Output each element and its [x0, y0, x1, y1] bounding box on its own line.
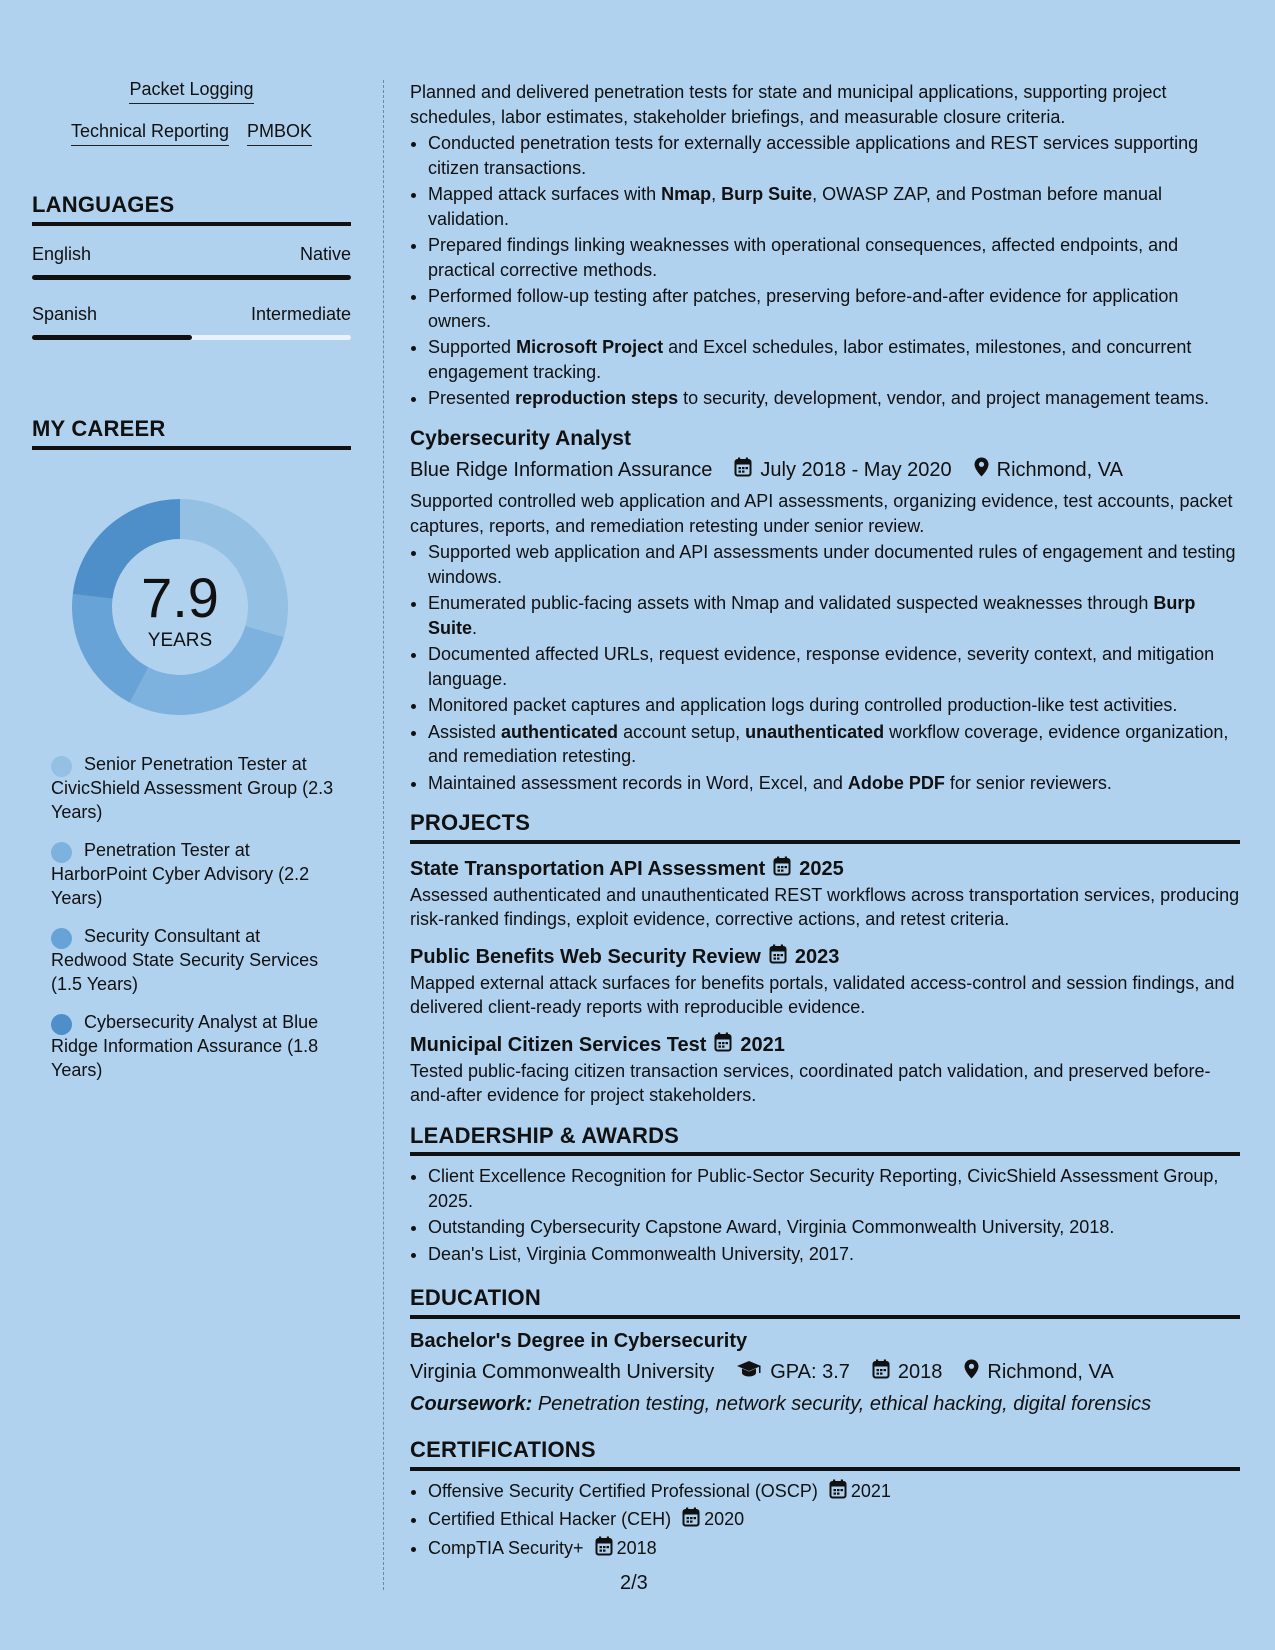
degree-title: Bachelor's Degree in Cybersecurity: [410, 1329, 748, 1352]
job-bullet: • Supported Microsoft Project and Excel schedules, labor estimates, milestones, and concurrent engagement tracking.: [428, 335, 1240, 384]
certification-item: [428, 1536, 1240, 1563]
project-item: [410, 1032, 1240, 1108]
certification-year: 2018: [616, 1537, 657, 1558]
job-dates: July 2018 - May 2020: [760, 458, 952, 481]
project-title-row: [410, 944, 1240, 971]
project-year: 2025: [799, 858, 844, 880]
donut-center: [65, 492, 295, 722]
graduation-cap-icon: [736, 1360, 762, 1385]
project-item: [410, 944, 1240, 1020]
projects-heading: PROJECTS: [410, 811, 1240, 844]
calendar-icon: [769, 944, 787, 971]
certification-name: CompTIA Security+: [428, 1537, 589, 1558]
job-bullets: [410, 540, 1240, 795]
skills-row-2: [32, 120, 351, 146]
awards-heading: LEADERSHIP & AWARDS: [410, 1124, 1240, 1157]
education-meta: [410, 1359, 1240, 1386]
career-legend: [32, 752, 341, 1082]
career-legend-item: [51, 924, 341, 996]
job-bullet: • Assisted authenticated account setup, unauthenticated workflow coverage, evidence organization, and remediation retesting.: [428, 720, 1240, 769]
coursework: [410, 1392, 1240, 1417]
project-item: [410, 856, 1240, 932]
skill-tag: Packet Logging: [129, 78, 253, 104]
calendar-icon: [734, 457, 752, 484]
award-item: • Outstanding Cybersecurity Capstone Award, Virginia Commonwealth University, 2018.: [428, 1215, 1240, 1240]
skill-tag: Technical Reporting: [71, 120, 229, 146]
certification-item: [428, 1479, 1240, 1506]
language-bar: [32, 335, 351, 340]
job-title: Cybersecurity Analyst: [410, 426, 631, 450]
job-meta: [410, 457, 1240, 484]
gpa: GPA: 3.7: [770, 1361, 850, 1383]
education-heading: EDUCATION: [410, 1286, 1240, 1319]
language-name: Spanish: [32, 304, 98, 324]
award-item: • Dean's List, Virginia Commonwealth University, 2017.: [428, 1242, 1240, 1267]
language-level: Native: [299, 244, 351, 264]
job-bullet: • Supported web application and API assessments under documented rules of engagement and testing windows.: [428, 540, 1240, 589]
certification-item: [428, 1507, 1240, 1534]
job-summary: Planned and delivered penetration tests for state and municipal applications, supporting project schedules, labor estimates, stakeholder briefings, and measurable closure criteria.: [410, 82, 1167, 127]
calendar-icon: [682, 1507, 700, 1534]
school-location: Richmond, VA: [987, 1361, 1114, 1383]
career-total-years: 7.9: [141, 566, 219, 629]
language-bar-fill: [32, 335, 192, 340]
project-description: Assessed authenticated and unauthenticated REST workflows across transportation services, producing risk-ranked findings, exploit evidence, corrective actions, and retest criteria.: [410, 884, 1240, 929]
job-bullet: • Conducted penetration tests for externally accessible applications and REST services supporting citizen transactions.: [428, 131, 1240, 180]
calendar-icon: [714, 1032, 732, 1059]
certification-name: Offensive Security Certified Professional (OSCP): [428, 1480, 823, 1501]
job-bullet: • Enumerated public-facing assets with Nmap and validated suspected weaknesses through Burp Suite.: [428, 591, 1240, 640]
calendar-icon: [595, 1536, 613, 1563]
languages-heading: LANGUAGES: [32, 192, 351, 226]
language-bar-fill: [32, 275, 351, 280]
certification-year: 2021: [850, 1480, 891, 1501]
language-name: English: [32, 244, 92, 264]
job-location: Richmond, VA: [996, 458, 1123, 481]
legend-dot: [51, 756, 72, 777]
career-years-unit: YEARS: [147, 630, 213, 651]
job-bullets: [410, 131, 1240, 411]
coursework-text: Penetration testing, network security, ethical hacking, digital forensics: [537, 1392, 1152, 1415]
career-heading: MY CAREER: [32, 416, 351, 450]
school-name: Virginia Commonwealth University: [410, 1361, 715, 1383]
column-divider: [383, 80, 384, 1590]
job-bullet: • Performed follow-up testing after patches, preserving before-and-after evidence for application owners.: [428, 284, 1240, 333]
location-pin-icon: [964, 1359, 979, 1386]
page-number: 2/3: [620, 1572, 648, 1594]
project-name: Municipal Citizen Services Test: [410, 1034, 707, 1056]
language-english: [32, 244, 351, 280]
job-bullet: • Prepared findings linking weaknesses with operational consequences, affected endpoints, and practical corrective methods.: [428, 233, 1240, 282]
language-spanish: [32, 304, 351, 340]
project-description: Mapped external attack surfaces for benefits portals, validated access-control and session findings, and delivered client-ready reports with reproducible evidence.: [410, 972, 1235, 1017]
skills-row-1: [32, 78, 351, 104]
job-bullet: • Mapped attack surfaces with Nmap, Burp Suite, OWASP ZAP, and Postman before manual validation.: [428, 182, 1240, 231]
awards-list: [410, 1164, 1240, 1266]
career-legend-item: [51, 752, 341, 824]
calendar-icon: [773, 856, 791, 883]
job-bullet: • Monitored packet captures and application logs during controlled production-like test activities.: [428, 693, 1240, 718]
project-title-row: [410, 856, 1240, 883]
language-bar: [32, 275, 351, 280]
award-item: • Client Excellence Recognition for Public-Sector Security Reporting, CivicShield Assessment Group, 2025.: [428, 1164, 1240, 1213]
certification-name: Certified Ethical Hacker (CEH): [428, 1509, 677, 1529]
project-title-row: [410, 1032, 1240, 1059]
right-column: [410, 80, 1240, 1564]
legend-label: Security Consultant at Redwood State Security Services (1.5 Years): [51, 926, 319, 994]
certification-year: 2020: [704, 1509, 745, 1529]
career-donut-chart: [65, 492, 295, 722]
legend-dot: [51, 842, 72, 863]
skill-tag: PMBOK: [247, 120, 312, 146]
left-column: [32, 78, 351, 1096]
company-name: Blue Ridge Information Assurance: [410, 458, 713, 481]
language-level: Intermediate: [250, 304, 351, 324]
location-pin-icon: [974, 457, 989, 484]
certifications-list: [410, 1479, 1240, 1563]
job-bullet: • Presented reproduction steps to security, development, vendor, and project management teams.: [428, 386, 1240, 411]
legend-dot: [51, 1014, 72, 1035]
legend-label: Senior Penetration Tester at CivicShield Assessment Group (2.3 Years): [51, 754, 334, 822]
career-legend-item: [51, 1010, 341, 1082]
job-bullet: • Maintained assessment records in Word, Excel, and Adobe PDF for senior reviewers.: [428, 771, 1240, 796]
project-year: 2021: [740, 1034, 785, 1056]
calendar-icon: [829, 1479, 847, 1506]
career-legend-item: [51, 838, 341, 910]
project-year: 2023: [794, 946, 840, 968]
project-name: Public Benefits Web Security Review: [410, 946, 761, 968]
project-description: Tested public-facing citizen transaction services, coordinated patch validation, and preserved before-and-after evidence for project stakeholders.: [410, 1060, 1211, 1105]
job-summary: Supported controlled web application and API assessments, organizing evidence, test accounts, packet captures, reports, and remediation retesting under senior review.: [410, 491, 1233, 536]
graduation-year: 2018: [897, 1361, 943, 1383]
legend-label: Penetration Tester at HarborPoint Cyber Advisory (2.2 Years): [51, 840, 310, 908]
legend-label: Cybersecurity Analyst at Blue Ridge Information Assurance (1.8 Years): [51, 1012, 319, 1080]
projects-list: [410, 856, 1240, 1108]
calendar-icon: [872, 1359, 890, 1386]
job-bullet: • Documented affected URLs, request evidence, response evidence, severity context, and mitigation language.: [428, 642, 1240, 691]
coursework-label: Coursework:: [410, 1392, 533, 1415]
legend-dot: [51, 928, 72, 949]
certifications-heading: CERTIFICATIONS: [410, 1438, 1240, 1471]
project-name: State Transportation API Assessment: [410, 858, 766, 880]
